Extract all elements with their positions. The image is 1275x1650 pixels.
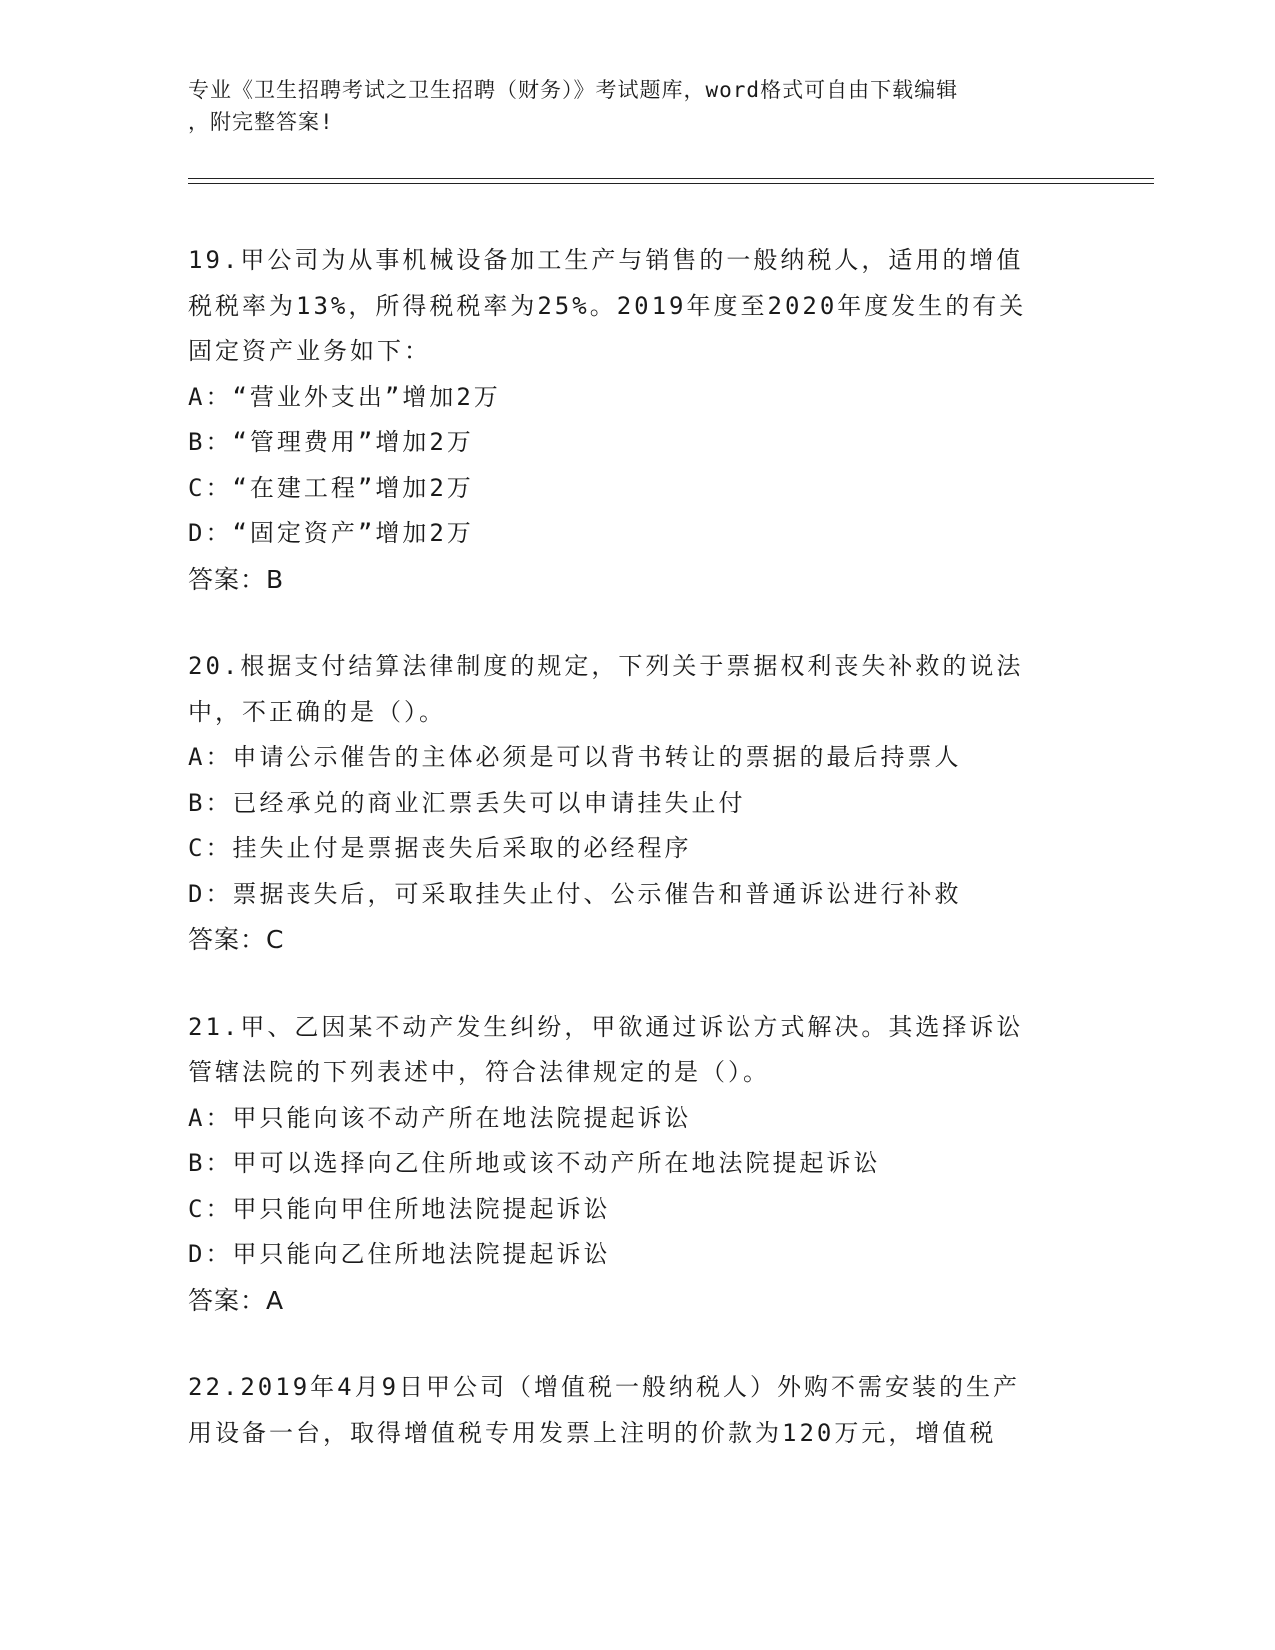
question-21 xyxy=(188,1005,1088,1324)
option-b: B：“管理费用”增加2万 xyxy=(188,428,474,456)
question-19 xyxy=(188,238,1088,602)
option-a: A：申请公示催告的主体必须是可以背书转让的票据的最后持票人 xyxy=(188,743,962,771)
question-20 xyxy=(188,644,1088,963)
option-c: C：“在建工程”增加2万 xyxy=(188,473,474,502)
question-text-line: 20.根据支付结算法律制度的规定，下列关于票据权利丧失补救的说法 xyxy=(188,652,1024,680)
header-divider-bottom xyxy=(188,183,1154,184)
document-header xyxy=(188,74,1088,138)
option-d: D：票据丧失后，可采取挂失止付、公示催告和普通诉讼进行补救 xyxy=(188,879,962,908)
answer-line: 答案：C xyxy=(188,925,285,954)
header-line-2: ，附完整答案! xyxy=(188,110,334,134)
option-d: D：甲只能向乙住所地法院提起诉讼 xyxy=(188,1240,611,1268)
option-d: D：“固定资产”增加2万 xyxy=(188,519,474,547)
question-text-line: 22.2019年4月9日甲公司（增值税一般纳税人）外购不需安装的生产 xyxy=(188,1373,1021,1401)
header-divider-top xyxy=(188,178,1154,179)
option-c: C：甲只能向甲住所地法院提起诉讼 xyxy=(188,1194,611,1223)
question-text-line: 中，不正确的是（）。 xyxy=(188,697,446,726)
question-text-line: 21.甲、乙因某不动产发生纠纷，甲欲通过诉讼方式解决。其选择诉讼 xyxy=(188,1012,1024,1041)
option-b: B：已经承兑的商业汇票丢失可以申请挂失止付 xyxy=(188,788,746,817)
option-a: A：甲只能向该不动产所在地法院提起诉讼 xyxy=(188,1103,692,1132)
question-text-line: 管辖法院的下列表述中，符合法律规定的是（）。 xyxy=(188,1058,770,1086)
question-list xyxy=(188,238,1088,1498)
answer-line: 答案：B xyxy=(188,564,285,594)
question-22 xyxy=(188,1365,1088,1456)
option-b: B：甲可以选择向乙住所地或该不动产所在地法院提起诉讼 xyxy=(188,1149,881,1177)
header-line-1: 专业《卫生招聘考试之卫生招聘（财务）》考试题库，word格式可自由下载编辑 xyxy=(188,78,959,102)
answer-line: 答案：A xyxy=(188,1285,285,1315)
option-a: A：“营业外支出”增加2万 xyxy=(188,382,501,411)
option-c: C：挂失止付是票据丧失后采取的必经程序 xyxy=(188,834,692,862)
question-text-line: 税税率为13%，所得税税率为25%。2019年度至2020年度发生的有关 xyxy=(188,291,1027,320)
question-text-line: 19.甲公司为从事机械设备加工生产与销售的一般纳税人，适用的增值 xyxy=(188,246,1024,274)
question-text-line: 固定资产业务如下： xyxy=(188,337,431,365)
question-text-line: 用设备一台，取得增值税专用发票上注明的价款为120万元，增值税 xyxy=(188,1418,997,1447)
